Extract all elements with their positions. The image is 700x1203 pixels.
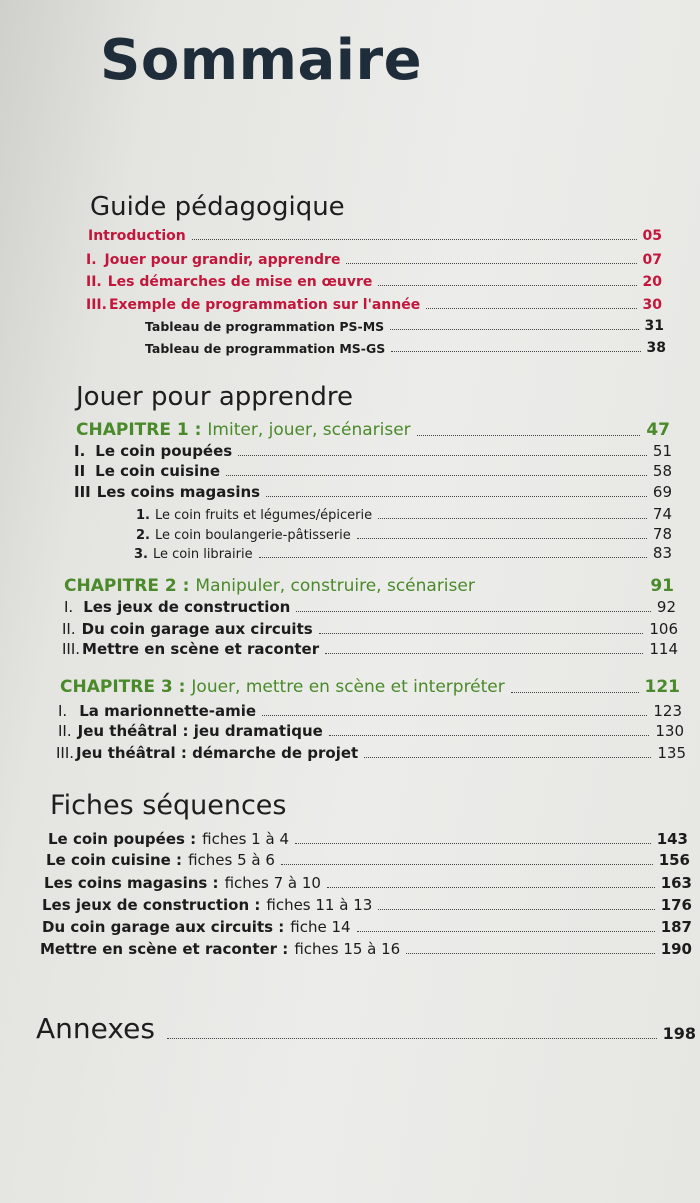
dot-leader: [259, 557, 647, 558]
toc-page: 30: [642, 297, 662, 313]
dot-leader: [364, 757, 651, 758]
toc-num: III.: [86, 297, 107, 313]
toc-entry[interactable]: [58, 702, 682, 720]
toc-entry[interactable]: [42, 896, 692, 914]
chapter-entry[interactable]: [64, 576, 674, 596]
toc-entry[interactable]: [62, 640, 678, 658]
toc-page: 92: [656, 598, 676, 616]
dot-leader: [319, 633, 644, 634]
toc-page: 69: [652, 483, 672, 501]
toc-label: Jeu théâtral : démarche de projet: [76, 744, 359, 762]
toc-entry-annexes[interactable]: [36, 1012, 696, 1045]
toc-page: 163: [660, 874, 692, 892]
toc-entry[interactable]: [56, 744, 686, 762]
toc-page: 114: [649, 640, 678, 658]
toc-label: Du coin garage aux circuits: [81, 620, 313, 638]
dot-leader: [357, 538, 647, 539]
toc-detail: fiches 1 à 4: [202, 830, 289, 848]
dot-leader: [238, 455, 647, 456]
toc-num: I.: [64, 598, 74, 616]
toc-page: 47: [646, 420, 670, 440]
dot-leader: [378, 518, 647, 519]
toc-num: III: [74, 483, 91, 501]
toc-label: Le coin fruits et légumes/épicerie: [154, 508, 373, 523]
toc-entry[interactable]: [44, 874, 692, 892]
toc-page: 135: [657, 744, 686, 762]
toc-label: Exemple de programmation sur l'année: [108, 297, 421, 313]
toc-page: 07: [642, 252, 662, 268]
toc-num: II.: [62, 620, 76, 638]
toc-entry[interactable]: [136, 505, 672, 523]
chapter-label: CHAPITRE 3 :: [60, 677, 186, 697]
dot-leader: [327, 887, 655, 888]
toc-label: Tableau de programmation PS-MS: [145, 319, 385, 334]
toc-entry[interactable]: [86, 297, 662, 313]
dot-leader: [378, 909, 654, 910]
toc-page: 58: [652, 462, 672, 480]
dot-leader: [346, 263, 636, 264]
dot-leader: [390, 329, 638, 330]
dot-leader: [192, 239, 637, 240]
dot-leader: [378, 285, 636, 286]
toc-label: Le coin cuisine: [95, 462, 220, 480]
toc-entry[interactable]: [134, 544, 672, 562]
toc-label: Les jeux de construction: [83, 598, 291, 616]
chapter-label: CHAPITRE 2 :: [64, 576, 190, 596]
toc-label: Le coin librairie: [152, 547, 253, 562]
section-heading-fiches: Fiches séquences: [50, 790, 287, 821]
dot-leader: [281, 864, 653, 865]
toc-label: Introduction: [88, 228, 186, 244]
toc-entry[interactable]: [58, 722, 684, 740]
toc-num: I.: [86, 252, 97, 268]
toc-page: 91: [650, 576, 674, 596]
toc-label: La marionnette-amie: [79, 702, 257, 720]
toc-entry[interactable]: [64, 598, 676, 616]
dot-leader: [226, 475, 647, 476]
chapter-title: Imiter, jouer, scénariser: [207, 420, 411, 440]
toc-label: Jeu théâtral : jeu dramatique: [77, 722, 323, 740]
toc-label: Les coins magasins :: [44, 874, 219, 892]
dot-leader: [391, 351, 640, 352]
dot-leader: [511, 692, 639, 693]
toc-entry[interactable]: [46, 851, 690, 869]
chapter-entry[interactable]: [76, 420, 670, 440]
toc-detail: fiches 15 à 16: [294, 940, 401, 958]
toc-entry[interactable]: [48, 830, 688, 848]
chapter-title: Jouer, mettre en scène et interpréter: [191, 677, 505, 697]
toc-entry[interactable]: [74, 442, 672, 460]
toc-label: Mettre en scène et raconter: [82, 640, 320, 658]
toc-page: 156: [658, 851, 690, 869]
dot-leader: [167, 1038, 657, 1039]
toc-num: I.: [74, 442, 86, 460]
dot-leader: [295, 843, 651, 844]
toc-entry[interactable]: [88, 228, 662, 244]
chapter-title: Manipuler, construire, scénariser: [195, 576, 475, 596]
toc-entry[interactable]: [62, 620, 678, 638]
dot-leader: [357, 931, 655, 932]
toc-page: 05: [642, 228, 662, 244]
section-heading-jouer: Jouer pour apprendre: [76, 382, 353, 412]
dot-leader: [426, 308, 636, 309]
toc-entry[interactable]: [86, 274, 662, 290]
toc-page: 51: [652, 442, 672, 460]
dot-leader: [266, 496, 647, 497]
toc-page: 83: [652, 544, 672, 562]
section-heading-annexes: Annexes: [36, 1012, 155, 1045]
toc-label: Mettre en scène et raconter :: [40, 940, 289, 958]
toc-detail: fiches 5 à 6: [188, 851, 275, 869]
dot-leader: [262, 715, 647, 716]
toc-detail: fiche 14: [290, 918, 351, 936]
section-heading-guide: Guide pédagogique: [90, 192, 345, 222]
toc-page: 38: [646, 340, 666, 356]
toc-entry[interactable]: [40, 940, 692, 958]
dot-leader: [417, 435, 641, 436]
toc-num: III.: [62, 640, 81, 658]
toc-detail: fiches 11 à 13: [266, 896, 373, 914]
toc-page: 190: [660, 940, 692, 958]
toc-page: 121: [644, 677, 680, 697]
toc-entry[interactable]: [145, 340, 666, 356]
toc-num: 3.: [134, 547, 148, 562]
toc-label: Les coins magasins: [96, 483, 261, 501]
dot-leader: [406, 953, 654, 954]
dot-leader: [325, 653, 643, 654]
toc-label: Le coin boulangerie-pâtisserie: [154, 528, 351, 543]
toc-num: 2.: [136, 528, 150, 543]
chapter-entry[interactable]: [60, 677, 680, 697]
toc-page: 143: [656, 830, 688, 848]
toc-label: Les jeux de construction :: [42, 896, 261, 914]
toc-label: Jouer pour grandir, apprendre: [104, 252, 341, 268]
page-title: Sommaire: [100, 28, 423, 93]
toc-label: Le coin poupées: [95, 442, 233, 460]
toc-page: 31: [644, 318, 664, 334]
toc-page: 106: [649, 620, 678, 638]
toc-num: 1.: [136, 508, 150, 523]
chapter-label: CHAPITRE 1 :: [76, 420, 202, 440]
toc-label: Le coin poupées :: [48, 830, 197, 848]
dot-leader: [296, 611, 651, 612]
toc-label: Du coin garage aux circuits :: [42, 918, 285, 936]
toc-entry[interactable]: [136, 525, 672, 543]
toc-page: 78: [652, 525, 672, 543]
toc-num: II.: [86, 274, 102, 290]
toc-page: 198: [662, 1024, 696, 1043]
toc-label: Les démarches de mise en œuvre: [107, 274, 373, 290]
toc-detail: fiches 7 à 10: [224, 874, 321, 892]
toc-entry[interactable]: [74, 483, 672, 501]
dot-leader: [329, 735, 650, 736]
toc-num: I.: [58, 702, 68, 720]
toc-entry[interactable]: [74, 462, 672, 480]
toc-page: 20: [642, 274, 662, 290]
toc-page: 176: [660, 896, 692, 914]
toc-entry[interactable]: [42, 918, 692, 936]
toc-num: III.: [56, 744, 75, 762]
toc-page: 187: [660, 918, 692, 936]
toc-num: II.: [58, 722, 72, 740]
toc-entry[interactable]: [86, 252, 662, 268]
toc-label: Le coin cuisine :: [46, 851, 183, 869]
toc-entry[interactable]: [145, 318, 664, 334]
toc-label: Tableau de programmation MS-GS: [145, 341, 386, 356]
toc-page: 123: [653, 702, 682, 720]
toc-page: 74: [652, 505, 672, 523]
toc-num: II: [74, 462, 86, 480]
toc-page: 130: [655, 722, 684, 740]
